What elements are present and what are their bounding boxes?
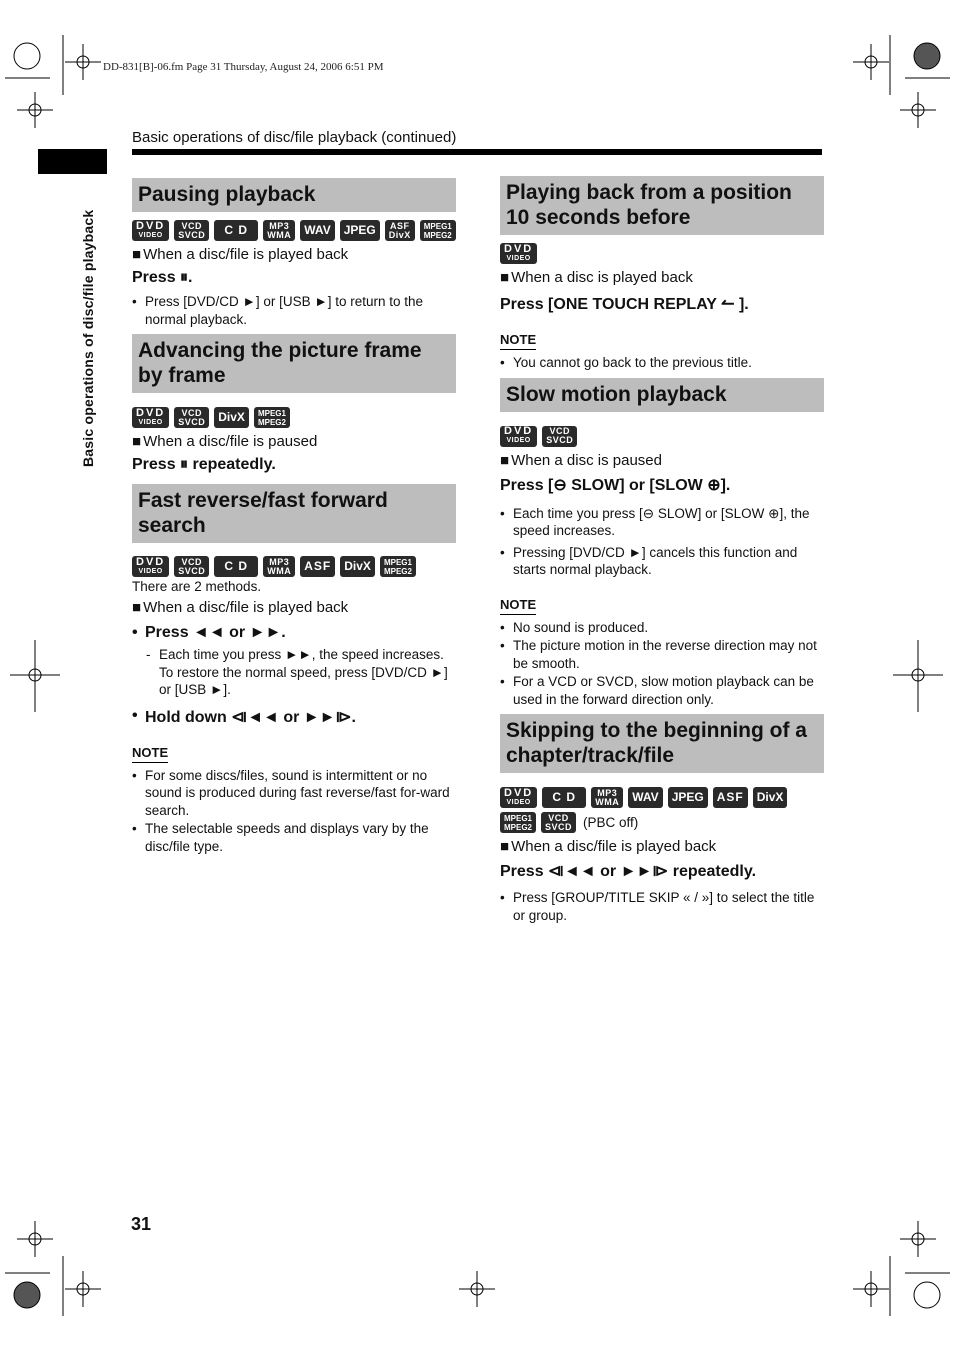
dvd-video-badge: DVD VIDEO <box>500 426 537 447</box>
format-badges <box>500 243 824 264</box>
press-instruction: Press ⏸. <box>132 269 193 286</box>
file-info: DD-831[B]-06.fm Page 31 Thursday, August 24, 2006 6:51 PM <box>103 61 384 73</box>
condition-text: ■ When a disc is played back <box>500 269 824 286</box>
condition-text: ■ When a disc/file is played back <box>132 599 456 616</box>
list-item: • Pressing [DVD/CD ►] cancels this function and starts normal playback. <box>500 544 824 579</box>
bullet-list <box>500 889 824 924</box>
note-list <box>132 767 456 856</box>
list-item: • Press [DVD/CD ►] or [USB ►] to return to the normal playback. <box>132 293 456 328</box>
jpeg-badge: JPEG <box>668 787 708 808</box>
chapter-tab <box>38 149 107 174</box>
mpeg-badge: MPEG1 MPEG2 <box>380 556 416 577</box>
cd-badge: C D <box>214 220 258 241</box>
dvd-video-badge: DVD VIDEO <box>500 243 537 264</box>
section-title: Advancing the picture frame by frame <box>132 334 456 393</box>
cd-badge: C D <box>214 556 258 577</box>
press-instruction: Press ⧏◄◄ or ►►⧐ repeatedly. <box>500 863 757 880</box>
list-item: • The picture motion in the reverse direction may not be smooth. <box>500 637 824 672</box>
press-instruction: Press [ONE TOUCH REPLAY ↼ ]. <box>500 296 749 313</box>
note-list <box>500 619 824 709</box>
asf-badge: ASF <box>300 556 335 577</box>
mpeg-badge: MPEG1 MPEG2 <box>500 812 536 833</box>
sidebar-label: Basic operations of disc/file playback <box>80 209 96 467</box>
mpeg-badge: MPEG1 MPEG2 <box>420 220 456 241</box>
dvd-video-badge: DVD VIDEO <box>132 556 169 577</box>
format-badges <box>132 220 456 241</box>
mp3-wma-badge: MP3 WMA <box>263 556 295 577</box>
section-title: Skipping to the beginning of a chapter/track/file <box>500 714 824 773</box>
method-two: • Hold down ⧏◄◄ or ►►⧐. <box>132 707 456 727</box>
vcd-svcd-badge: VCD SVCD <box>542 426 577 447</box>
wav-badge: WAV <box>628 787 662 808</box>
method-one: • Press ◄◄ or ►►. <box>132 624 456 642</box>
section-title: Pausing playback <box>132 178 456 212</box>
bullet-list <box>500 505 824 579</box>
vcd-svcd-badge: VCD SVCD <box>174 407 209 428</box>
divx-badge: DivX <box>753 787 788 808</box>
jpeg-badge: JPEG <box>340 220 380 241</box>
condition-text: ■ When a disc/file is paused <box>132 433 456 450</box>
vcd-svcd-badge: VCD SVCD <box>541 812 576 833</box>
condition-text: ■ When a disc/file is played back <box>500 838 824 855</box>
asf-divx-badge: ASF DivX <box>385 220 415 241</box>
dvd-video-badge: DVD VIDEO <box>132 220 169 241</box>
list-item: • Each time you press [⊖ SLOW] or [SLOW ⊕], the speed increases. <box>500 505 824 540</box>
running-title: Basic operations of disc/file playback (continued) <box>132 129 457 146</box>
method-one-detail: - Each time you press ►►, the speed increases. To restore the normal speed, press [DVD/CD ►] or [USB ►]. <box>132 646 456 699</box>
list-item: • You cannot go back to the previous title. <box>500 354 824 372</box>
section-title: Fast reverse/fast forward search <box>132 484 456 543</box>
list-item: • The selectable speeds and displays vary by the disc/file type. <box>132 820 456 855</box>
mp3-wma-badge: MP3 WMA <box>591 787 623 808</box>
cd-badge: C D <box>542 787 586 808</box>
pbc-off-note: (PBC off) <box>583 815 639 830</box>
intro-text: There are 2 methods. <box>132 579 262 594</box>
bullet-list <box>132 293 456 328</box>
condition-text: ■ When a disc/file is played back <box>132 246 456 263</box>
header-rule <box>132 149 822 155</box>
press-instruction: Press ⏸ repeatedly. <box>132 456 276 473</box>
asf-badge: ASF <box>713 787 748 808</box>
format-badges <box>500 787 824 833</box>
note-label: NOTE <box>500 332 536 350</box>
vcd-svcd-badge: VCD SVCD <box>174 220 209 241</box>
page-number: 31 <box>131 1214 152 1234</box>
mp3-wma-badge: MP3 WMA <box>263 220 295 241</box>
list-item: • Press [GROUP/TITLE SKIP « / »] to select the title or group. <box>500 889 824 924</box>
press-instruction: Press [⊖ SLOW] or [SLOW ⊕]. <box>500 476 731 494</box>
list-item: • For some discs/files, sound is intermittent or no sound is produced during fast reverse/fast for-ward search. <box>132 767 456 820</box>
note-label: NOTE <box>132 745 168 763</box>
list-item: • No sound is produced. <box>500 619 824 637</box>
divx-badge: DivX <box>340 556 375 577</box>
format-badges <box>132 556 456 577</box>
vcd-svcd-badge: VCD SVCD <box>174 556 209 577</box>
note-label: NOTE <box>500 597 536 615</box>
left-column <box>132 178 456 856</box>
format-badges <box>500 426 824 447</box>
divx-badge: DivX <box>214 407 249 428</box>
wav-badge: WAV <box>300 220 334 241</box>
right-column <box>500 176 824 928</box>
dvd-video-badge: DVD VIDEO <box>132 407 169 428</box>
list-item: • For a VCD or SVCD, slow motion playback can be used in the forward direction only. <box>500 673 824 708</box>
format-badges <box>132 407 456 428</box>
section-title: Playing back from a position 10 seconds before <box>500 176 824 235</box>
condition-text: ■ When a disc is paused <box>500 452 824 469</box>
note-list <box>500 354 824 372</box>
section-title: Slow motion playback <box>500 378 824 412</box>
mpeg-badge: MPEG1 MPEG2 <box>254 407 290 428</box>
dvd-video-badge: DVD VIDEO <box>500 787 537 808</box>
